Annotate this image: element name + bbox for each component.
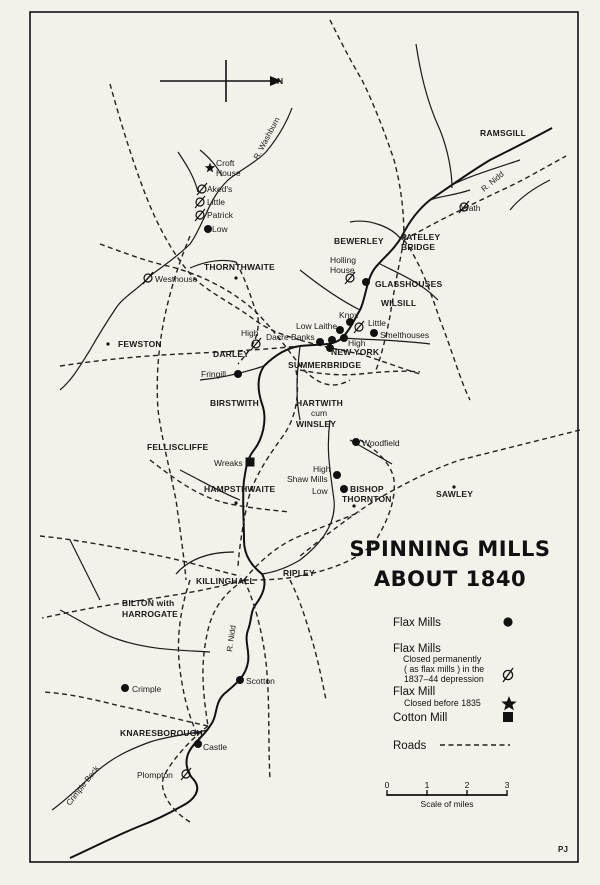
label-little-upper: Little <box>207 197 225 207</box>
scale-tick-0: 0 <box>384 780 390 790</box>
legend-flax-mill: Flax Mill <box>393 686 436 698</box>
legend-flax-mill-dot-icon <box>503 617 512 626</box>
label-bewerley: BEWERLEY <box>334 236 384 246</box>
label-fringill: Fringill <box>201 369 227 379</box>
legend-flax-mills: Flax Mills <box>393 617 441 629</box>
legend-flax-mills-closed: Flax Mills <box>393 643 441 655</box>
legend-closed-note-2: ( as flax mills ) in the <box>404 664 485 674</box>
flax-mill-dot-icon <box>121 684 129 692</box>
label-winsley: WINSLEY <box>296 419 337 429</box>
stream <box>510 180 550 210</box>
label-crimple: Crimple <box>132 684 162 694</box>
road <box>178 580 200 740</box>
label-new-york: NEW YORK <box>331 347 380 357</box>
label-shaw-mills: Shaw Mills <box>287 474 328 484</box>
label-wath: Wath <box>461 203 481 213</box>
flax-mill-dot-icon <box>333 471 341 479</box>
flax-mill-dot-icon <box>370 329 378 337</box>
scale-label: Scale of miles <box>420 799 474 809</box>
label-hartwith: HARTWITH <box>296 398 343 408</box>
stream <box>262 419 337 574</box>
label-killinghall: KILLINGHALL <box>196 576 255 586</box>
label-holling-house: Holling House <box>330 255 356 275</box>
flax-mill-dot-icon <box>316 338 324 346</box>
label-plompton: Plompton <box>137 770 173 780</box>
road <box>330 20 404 240</box>
label-akeds: Aked's <box>207 184 233 194</box>
label-sawley: SAWLEY <box>436 489 474 499</box>
map-title-line1: SPINNING MILLS <box>349 537 551 561</box>
label-croft-house: Croft House <box>216 158 241 178</box>
scale-tick-3: 3 <box>504 780 510 790</box>
label-knox: Knox <box>339 310 359 320</box>
label-high-darley: High <box>241 328 259 338</box>
closed-mill-icon <box>197 183 207 195</box>
legend-closed-note-3: 1837–44 depression <box>404 674 484 684</box>
flax-mill-dot-icon <box>352 438 360 446</box>
label-westhouse: Westhouse <box>155 274 198 284</box>
label-high-mid: High <box>348 338 366 348</box>
legend-closed-before: Closed before 1835 <box>404 698 481 708</box>
village-dot-icon <box>352 504 355 507</box>
label-scotton: Scotton <box>246 676 275 686</box>
north-label: N <box>277 76 284 86</box>
flax-mill-dot-icon <box>194 740 202 748</box>
label-bilton: BILTON with HARROGATE <box>122 598 178 619</box>
cotton-mill-square-icon <box>246 458 255 467</box>
village-dot-icon <box>106 342 109 345</box>
flax-mill-dot-icon <box>336 326 344 334</box>
scale-tick-2: 2 <box>464 780 470 790</box>
label-birstwith: BIRSTWITH <box>210 398 260 408</box>
label-high-shaw: High <box>313 464 331 474</box>
road <box>404 240 470 400</box>
village-dot-icon <box>234 501 237 504</box>
label-ramsgill: RAMSGILL <box>480 128 526 138</box>
map-title-line2: ABOUT 1840 <box>373 567 527 591</box>
flax-mill-dot-icon <box>340 485 348 493</box>
river-nidd <box>70 128 552 858</box>
road <box>300 370 420 375</box>
signature: PJ <box>558 845 569 854</box>
label-dacre-banks: Dacre Banks <box>266 332 315 342</box>
legend <box>393 617 517 752</box>
village-dot-icon <box>234 276 237 279</box>
road <box>404 156 566 240</box>
label-low-upper: Low <box>212 224 228 234</box>
legend-cotton-square-icon <box>503 712 513 722</box>
flax-mill-dot-icon <box>362 278 370 286</box>
label-wilsill: WILSILL <box>381 298 417 308</box>
label-smelthouses: Smelthouses <box>380 330 430 340</box>
label-bishop-thornton: BISHOP THORNTON <box>342 484 392 504</box>
road <box>40 536 240 576</box>
north-arrow-icon <box>160 60 282 102</box>
label-hampsthwaite: HAMPSTHWAITE <box>204 484 276 494</box>
stream <box>416 44 452 188</box>
label-low-shaw: Low <box>312 486 328 496</box>
label-fewston: FEWSTON <box>118 339 162 349</box>
label-glasshouses: GLASSHOUSES <box>375 279 443 289</box>
label-summerbridge: SUMMERBRIDGE <box>288 360 362 370</box>
label-crimple-beck: Crimple Beck <box>64 764 101 808</box>
flax-mill-dot-icon <box>340 334 348 342</box>
legend-roads: Roads <box>393 740 427 752</box>
closed-mill-icon <box>251 338 261 350</box>
road <box>60 346 300 366</box>
flax-mill-dot-icon <box>328 336 336 344</box>
label-pateley-bridge: PATELEY BRIDGE <box>401 232 441 252</box>
closed-mill-icon <box>181 768 191 780</box>
road <box>290 580 326 700</box>
label-cum: cum <box>311 408 328 418</box>
scale-tick-1: 1 <box>424 780 430 790</box>
flax-mill-dot-icon <box>236 676 244 684</box>
label-ripley: RIPLEY <box>283 568 315 578</box>
label-river-nidd-upper: R. Nidd <box>479 169 506 194</box>
stream <box>178 152 198 192</box>
label-fellisclife: FELLISCLIFFE <box>147 442 209 452</box>
label-darley: DARLEY <box>213 349 250 359</box>
road <box>203 580 244 726</box>
scale-bar <box>385 780 510 809</box>
label-wreaks: Wreaks <box>214 458 243 468</box>
legend-closed-mill-icon <box>503 668 513 682</box>
legend-cotton-mill: Cotton Mill <box>393 712 448 724</box>
label-river-nidd-lower: R. Nidd <box>225 624 238 653</box>
label-castle: Castle <box>203 742 228 752</box>
road <box>157 236 190 580</box>
closed-mill-icon <box>143 272 153 284</box>
closed-mill-icon <box>195 196 205 208</box>
legend-star-icon <box>501 696 516 710</box>
label-knaresborough: KNARESBOROUGH <box>120 728 203 738</box>
label-patrick: Patrick <box>207 210 233 220</box>
label-river-washburn: R. Washburn <box>251 115 282 161</box>
road <box>44 692 208 726</box>
closed-mill-icon <box>354 321 364 333</box>
stream <box>70 540 100 600</box>
label-thornthwaite: THORNTHWAITE <box>204 262 275 272</box>
label-little-mid: Little <box>368 318 386 328</box>
label-low-laithe: Low Laithe <box>296 321 338 331</box>
legend-closed-note-1: Closed permanently <box>403 654 482 664</box>
flax-mill-dot-icon <box>234 370 242 378</box>
flax-mill-dot-icon <box>204 225 212 233</box>
label-woodfield: Woodfield <box>362 438 400 448</box>
map-frame <box>30 12 578 862</box>
